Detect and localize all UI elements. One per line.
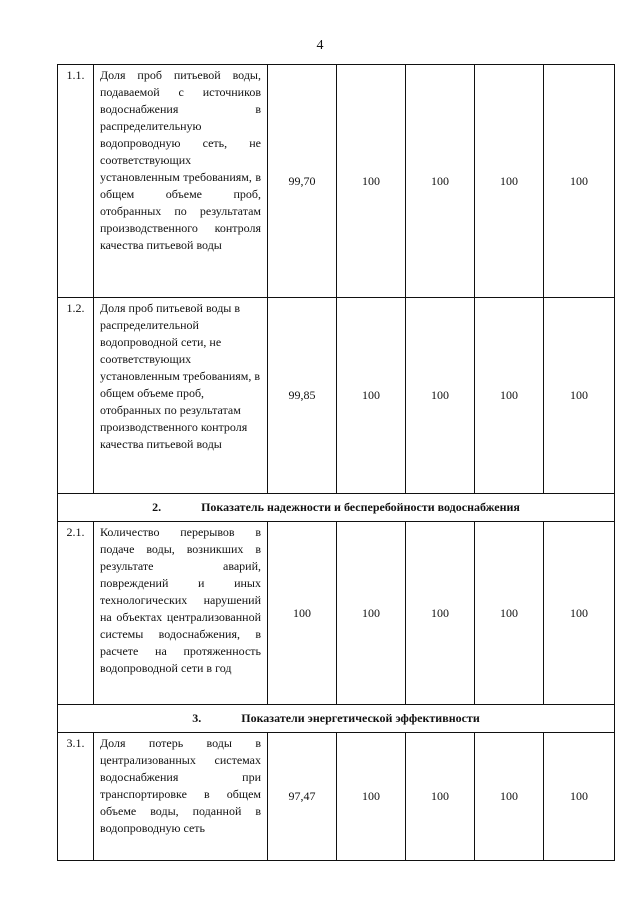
section-row (58, 705, 615, 733)
section-title: Показатели энергетической эффективности (241, 711, 480, 725)
indicator-value: 100 (544, 733, 615, 861)
indicator-description: Доля проб питьевой воды в распределительной водопроводной сети, не соответствующих установленным требованиям, в общем объеме проб, отобранных по результатам производственного контроля качества питьевой воды (94, 298, 268, 494)
table-row (58, 733, 615, 861)
indicator-value: 100 (406, 733, 475, 861)
indicator-value: 100 (475, 65, 544, 298)
indicator-value: 100 (544, 522, 615, 705)
indicator-value: 100 (337, 522, 406, 705)
table-row (58, 522, 615, 705)
indicator-description: Доля потерь воды в централизованных системах водоснабжения при транспортировке в общем объеме воды, поданной в водопроводную сеть (94, 733, 268, 861)
indicator-value: 100 (544, 65, 615, 298)
section-number: 3. (192, 711, 202, 725)
indicator-value: 100 (337, 65, 406, 298)
row-number: 3.1. (58, 733, 94, 861)
indicator-value: 100 (475, 298, 544, 494)
indicator-value: 99,70 (268, 65, 337, 298)
indicator-value: 99,85 (268, 298, 337, 494)
indicators-table (57, 64, 615, 861)
row-number: 1.1. (58, 65, 94, 298)
indicator-description: Доля проб питьевой воды, подаваемой с источников водоснабжения в распределительную водопроводную сеть, не соответствующих установленным требованиям, в общем объеме проб, отобранных по результатам производственного контроля качества питьевой воды (94, 65, 268, 298)
row-number: 1.2. (58, 298, 94, 494)
table-row (58, 298, 615, 494)
page-number: 4 (316, 38, 324, 53)
indicator-value: 100 (475, 522, 544, 705)
section-heading (58, 705, 615, 733)
table-row (58, 65, 615, 298)
indicator-value: 100 (337, 733, 406, 861)
indicator-value: 100 (406, 298, 475, 494)
table-body (58, 65, 615, 861)
indicator-value: 100 (268, 522, 337, 705)
section-row (58, 494, 615, 522)
indicator-value: 100 (337, 298, 406, 494)
indicator-value: 97,47 (268, 733, 337, 861)
indicator-description: Количество перерывов в подаче воды, возникших в результате аварий, повреждений и иных технологических нарушений на объектах централизованной системы водоснабжения, в расчете на протяженность водопроводной сети в год (94, 522, 268, 705)
row-number: 2.1. (58, 522, 94, 705)
section-number: 2. (152, 500, 162, 514)
indicator-value: 100 (544, 298, 615, 494)
section-heading (58, 494, 615, 522)
indicator-value: 100 (406, 65, 475, 298)
indicator-value: 100 (406, 522, 475, 705)
indicator-value: 100 (475, 733, 544, 861)
section-title: Показатель надежности и бесперебойности водоснабжения (201, 500, 520, 514)
